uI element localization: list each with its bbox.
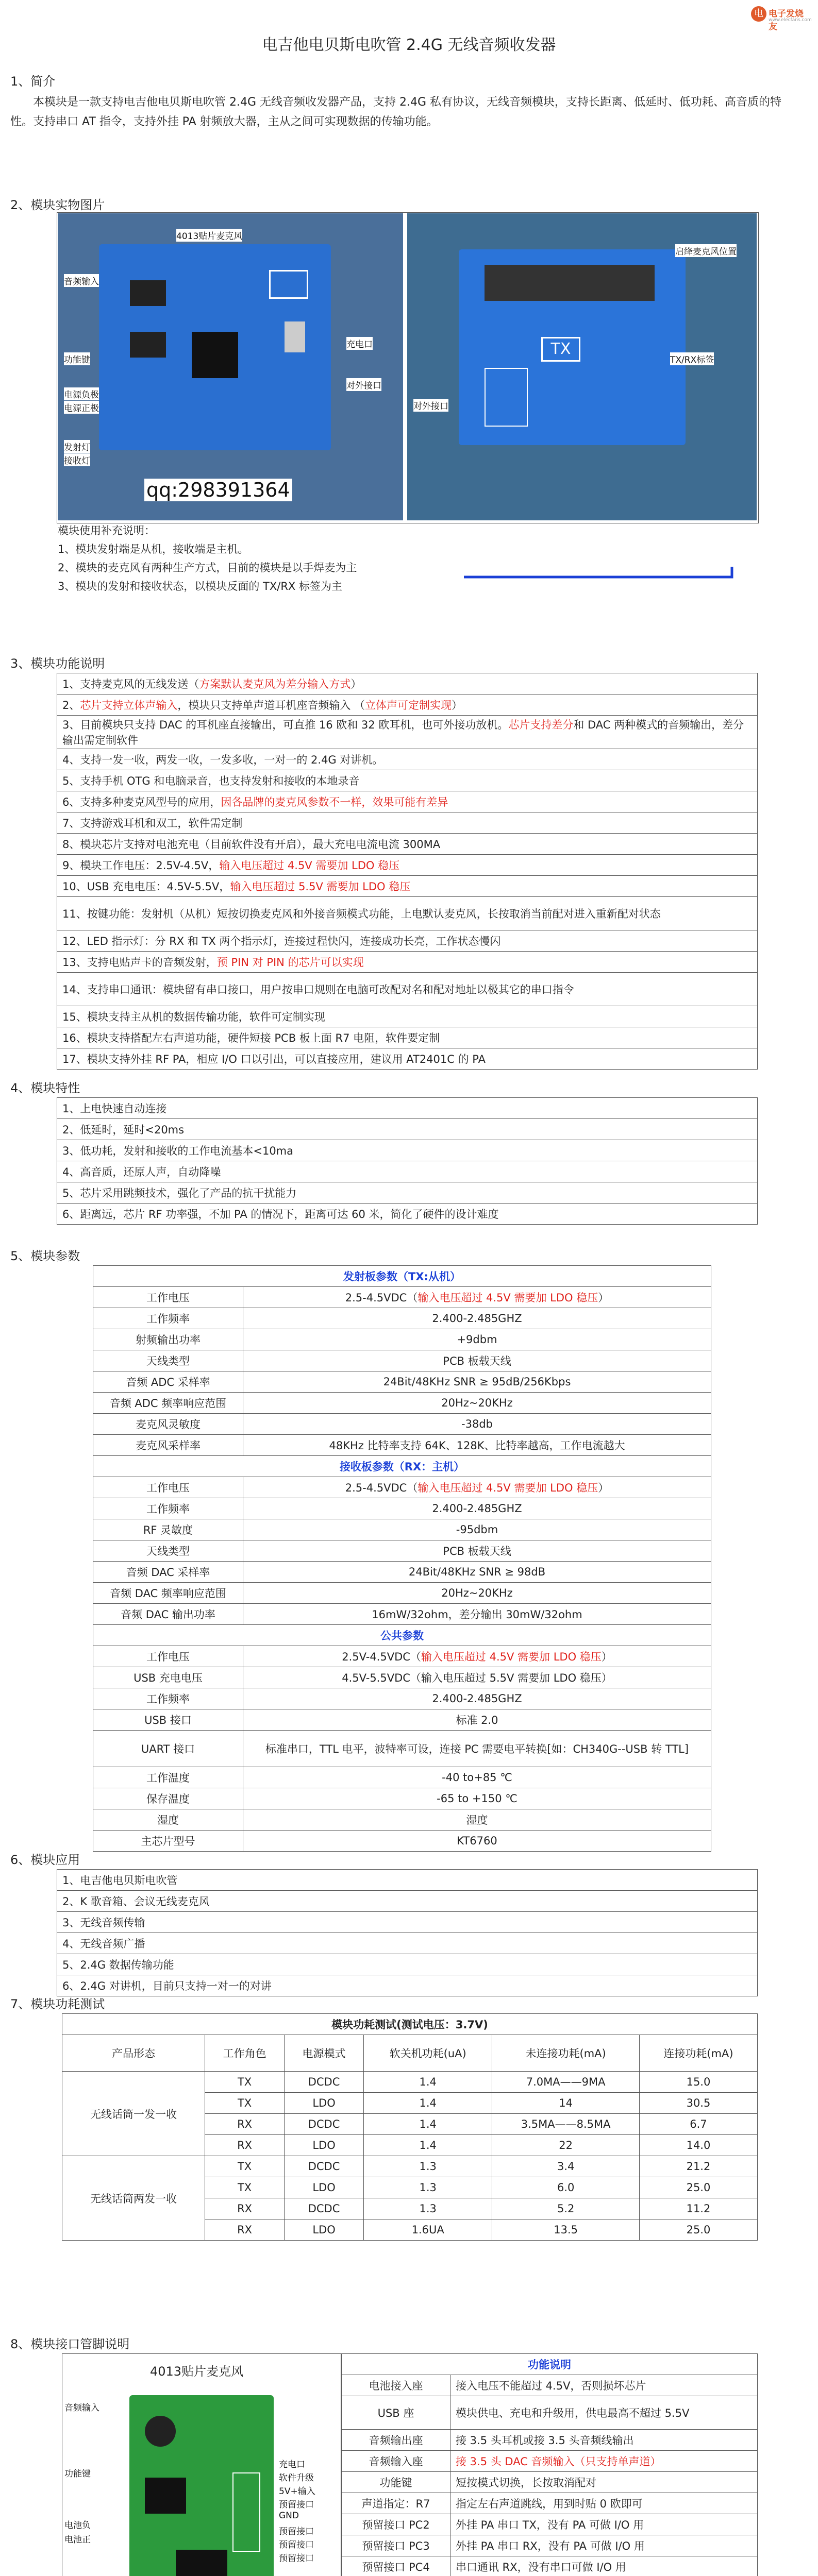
pin-row: 预留接口 PC2 外挂 PA 串口 TX，没有 PA 可做 I/O 用 [342,2514,758,2535]
pin-label-mic: 4013贴片麦克风 [150,2364,244,2379]
feature-row: 6、距离远，芯片 RF 功率强，不加 PA 的情况下，距离可达 60 米，简化了硬件的设计难度 [57,1204,758,1225]
pcb-front [99,244,331,450]
section-5-heading: 5、模块参数 [10,1249,80,1263]
power-table-title: 模块功耗测试(测试电压：3.7V) [62,2014,758,2035]
param-row: USB 充电电压 4.5V-5.5VDC（输入电压超过 5.5V 需要加 LDO 稳压） [93,1667,711,1688]
param-row: 射频输出功率 +9dbm [93,1329,711,1350]
function-row: 7、支持游戏耳机和双工，软件需定制 [57,812,758,834]
param-row: 工作频率 2.400-2.485GHZ [93,1688,711,1709]
power-row: 无线话筒一发一收 TX DCDC 1.4 7.0MA——9MA 15.0 [62,2072,758,2093]
note-3: 3、模块的发射和接收状态，以模块反面的 TX/RX 标签为主 [58,580,342,592]
power-row: RX DCDC 1.4 3.5MA——8.5MA 6.7 [62,2114,758,2135]
feature-row: 5、芯片采用跳频技术，强化了产品的抗干扰能力 [57,1182,758,1204]
function-row: 14、支持串口通讯：模块留有串口接口，用户按串口规则在电脑可改配对名和配对地址以极其它的串口指令 [57,973,758,1006]
param-row: 主芯片型号 KT6760 [93,1831,711,1852]
pcb-back: TX [459,249,686,445]
param-row: 湿度 湿度 [93,1809,711,1831]
label-ext-port-back: 对外接口 [413,399,448,412]
function-row: 12、LED 指示灯：分 RX 和 TX 两个指示灯，连接过程快闪，连接成功长亮，工作状态慢闪 [57,930,758,952]
pin-label-5v: 5V+输入 [279,2484,315,2497]
pin-label-upgrade: 软件升级 [279,2470,314,2483]
function-row: 3、目前模块只支持 DAC 的耳机座直接输出，可直推 16 欧和 32 欧耳机，也可外接功放机。芯片支持差分和 DAC 两种模式的音频输出，差分输出需定制软件 [57,716,758,749]
function-row: 6、支持多种麦克风型号的应用，因各品牌的麦克风参数不一样，效果可能有差异 [57,791,758,812]
param-row: 音频 DAC 频率响应范围 20Hz~20KHz [93,1583,711,1604]
feature-row: 1、上电快速自动连接 [57,1098,758,1119]
section-1-heading: 1、简介 [10,74,56,89]
power-head: 产品形态 工作角色 电源模式 软关机功耗(uA) 未连接功耗(mA) 连接功耗(mA) [62,2035,758,2072]
power-row: RX LDO 1.6UA 13.5 25.0 [62,2219,758,2241]
section-6-heading: 6、模块应用 [10,1853,80,1867]
param-row: 天线类型 PCB 板载天线 [93,1350,711,1371]
pin-row: 声道指定：R7 指定左右声道跳线，用到时贴 0 欧即可 [342,2493,758,2514]
pub-param-title: 公共参数 [93,1625,711,1646]
section-3-heading: 3、模块功能说明 [10,656,105,671]
pcb-pinout [129,2395,274,2576]
pin-row: 音频输入座 接 3.5 头 DAC 音频输入（只支持单声道） [342,2451,758,2472]
label-ext-port: 对外接口 [346,378,381,391]
param-row: 音频 ADC 频率响应范围 20Hz~20KHz [93,1393,711,1414]
function-row: 9、模块工作电压：2.5V-4.5V，输入电压超过 4.5V 需要加 LDO 稳压 [57,855,758,876]
param-row: 工作频率 2.400-2.485GHZ [93,1498,711,1519]
pin-label-audio-in: 音频输入 [64,2400,99,2413]
param-table [93,1265,711,1852]
feature-row: 4、高音质，还原人声，自动降噪 [57,1161,758,1182]
param-row: 天线类型 PCB 板载天线 [93,1540,711,1562]
module-front-photo [58,213,403,520]
note-arrow [464,567,742,598]
section-4-heading: 4、模块特性 [10,1081,80,1095]
param-row: UART 接口 标准串口，TTL 电平，波特率可设，连接 PC 需要电平转换[如：CH340G--USB 转 TTL] [93,1731,711,1767]
param-row: 音频 ADC 采样率 24Bit/48KHz SNR ≥ 95dB/256Kbps [93,1371,711,1393]
application-row: 2、K 歌音箱、会议无线麦克风 [57,1891,758,1912]
application-row: 1、电吉他电贝斯电吹管 [57,1870,758,1891]
label-rx-led: 接收灯 [64,453,90,466]
function-row: 16、模块支持搭配左右声道功能，硬件短接 PCB 板上面 R7 电阻，软件要定制 [57,1027,758,1048]
section-2-heading: 2、模块实物图片 [10,198,105,212]
pin-label-reserved-2: 预留接口 [279,2524,314,2537]
pin-row: 预留接口 PC3 外挂 PA 串口 RX，没有 PA 可做 I/O 用 [342,2535,758,2556]
pinout-image [62,2353,341,2576]
param-row: 保存温度 -65 to +150 ℃ [93,1788,711,1809]
param-row: USB 接口 标准 2.0 [93,1709,711,1731]
function-row: 13、支持电贴声卡的音频发射，预 PIN 对 PIN 的芯片可以实现 [57,952,758,973]
function-row: 11、按键功能：发射机（从机）短按切换麦克风和外接音频模式功能，上电默认麦克风，长按取消当前配对进入重新配对状态 [57,897,758,930]
pin-row: USB 座 模块供电、充电和升级用，供电最高不超过 5.5V [342,2396,758,2430]
pin-label-gnd: GND [279,2511,299,2521]
label-batt-pos: 电源正极 [64,401,99,414]
application-row: 5、2.4G 数据传输功能 [57,1954,758,1975]
label-function-key: 功能键 [64,352,90,365]
logo-url: www.elecfans.com [769,18,812,23]
function-row: 10、USB 充电电压：4.5V-5.5V，输入电压超过 5.5V 需要加 LDO 稳压 [57,876,758,897]
param-row: RF 灵敏度 -95dbm [93,1519,711,1540]
pinout-table [341,2353,758,2576]
param-row: 工作温度 -40 to+85 ℃ [93,1767,711,1788]
function-row: 15、模块支持主从机的数据传输功能，软件可定制实现 [57,1006,758,1027]
pin-row: 功能键 短按模式切换，长按取消配对 [342,2472,758,2493]
param-row: 工作频率 2.400-2.485GHZ [93,1308,711,1329]
feature-table [57,1097,758,1225]
pin-label-key: 功能键 [64,2466,91,2479]
note-2: 2、模块的麦克风有两种生产方式，目前的模块是以手焊麦为主 [58,562,357,574]
function-row: 2、芯片支持立体声输入，模块只支持单声道耳机座音频输入 （立体声可定制实现） [57,694,758,716]
pin-label-reserved-4: 预留接口 [279,2551,314,2564]
param-row: 工作电压 2.5-4.5VDC（输入电压超过 4.5V 需要加 LDO 稳压） [93,1477,711,1498]
pin-row: 电池接入座 接入电压不能超过 4.5V，否则损坏芯片 [342,2375,758,2396]
pin-label-charge: 充电口 [279,2457,305,2470]
param-row: 工作电压 2.5-4.5VDC（输入电压超过 4.5V 需要加 LDO 稳压） [93,1287,711,1308]
logo-text: 电子发烧友 [769,9,804,32]
label-tx-rx: TX/RX标签 [670,352,714,365]
label-charge-port: 充电口 [346,337,373,350]
power-row: TX LDO 1.4 14 30.5 [62,2093,758,2114]
function-table [57,673,758,1070]
label-mic-position: 启绛麦克风位置 [675,244,737,257]
application-row: 4、无线音频广播 [57,1933,758,1954]
function-row: 5、支持手机 OTG 和电脑录音，也支持发射和接收的本地录音 [57,770,758,791]
pin-label-batt-pos: 电池正 [64,2532,91,2545]
power-table [62,2013,758,2241]
power-row: TX LDO 1.3 6.0 25.0 [62,2177,758,2198]
pin-label-batt-neg: 电池负 [64,2518,91,2531]
section-7-heading: 7、模块功耗测试 [10,1997,105,2011]
application-row: 6、2.4G 对讲机，目前只支持一对一的对讲 [57,1975,758,1996]
pinout-table-title: 功能说明 [342,2354,758,2375]
function-row: 17、模块支持外挂 RF PA，相应 I/O 口以引出，可以直接应用，建议用 AT2401C 的 PA [57,1048,758,1070]
power-row: RX LDO 1.4 22 14.0 [62,2135,758,2156]
label-tx-led: 发射灯 [64,440,90,453]
intro-paragraph: 本模块是一款支持电吉他电贝斯电吹管 2.4G 无线音频收发器产品，支持 2.4G 私有协议，无线音频模块，支持长距离、低延时、低功耗、高音质的特性。支持串口 AT 指令，支持外挂 PA 射频放大器，主从之间可实现数据的传输功能。 [10,96,782,128]
pin-label-reserved-3: 预留接口 [279,2537,314,2550]
application-row: 3、无线音频传输 [57,1912,758,1933]
param-row: 麦克风灵敏度 -38db [93,1414,711,1435]
rx-param-title: 接收板参数（RX：主机） [93,1456,711,1477]
page-title: 电吉他电贝斯电吹管 2.4G 无线音频收发器 [262,36,556,54]
power-row: 无线话筒两发一收 TX DCDC 1.3 3.4 21.2 [62,2156,758,2177]
site-logo[interactable] [751,4,812,32]
pin-label-reserved-1: 预留接口 [279,2497,314,2510]
module-back-photo [407,213,757,520]
application-table [57,1869,758,1996]
feature-row: 2、低延时，延时<20ms [57,1119,758,1140]
pin-row: 音频输出座 接 3.5 头耳机或接 3.5 头音频线输出 [342,2430,758,2451]
label-mic-4013: 4013贴片麦克风 [176,229,242,242]
feature-row: 3、低功耗，发射和接收的工作电流基本<10ma [57,1140,758,1161]
note-1: 1、模块发射端是从机，接收端是主机。 [58,543,249,555]
param-row: 音频 DAC 采样率 24Bit/48KHz SNR ≥ 98dB [93,1562,711,1583]
logo-mark: 电 [751,6,766,22]
power-row: RX DCDC 1.3 5.2 11.2 [62,2198,758,2219]
label-batt-neg: 电源负极 [64,387,99,400]
section-8-heading: 8、模块接口管脚说明 [10,2337,130,2351]
param-row: 音频 DAC 输出功率 16mW/32ohm，差分输出 30mW/32ohm [93,1604,711,1625]
function-row: 4、支持一发一收，两发一收，一发多收，一对一的 2.4G 对讲机。 [57,749,758,770]
label-audio-in: 音频输入 [64,274,99,287]
qq-number: qq:298391364 [144,479,292,501]
function-row: 8、模块芯片支持对电池充电（目前软件没有开启），最大充电电流电流 300MA [57,834,758,855]
pin-row: 预留接口 PC4 串口通讯 RX，没有串口可做 I/O 用 [342,2556,758,2576]
note-title: 模块使用补充说明： [58,524,155,537]
param-row: 麦克风采样率 48KHz 比特率支持 64K、128K、比特率越高，工作电流越大 [93,1435,711,1456]
function-row: 1、支持麦克风的无线发送（方案默认麦克风为差分输入方式） [57,673,758,694]
tx-param-title: 发射板参数（TX:从机） [93,1266,711,1287]
param-row: 工作电压 2.5V-4.5VDC（输入电压超过 4.5V 需要加 LDO 稳压） [93,1646,711,1667]
